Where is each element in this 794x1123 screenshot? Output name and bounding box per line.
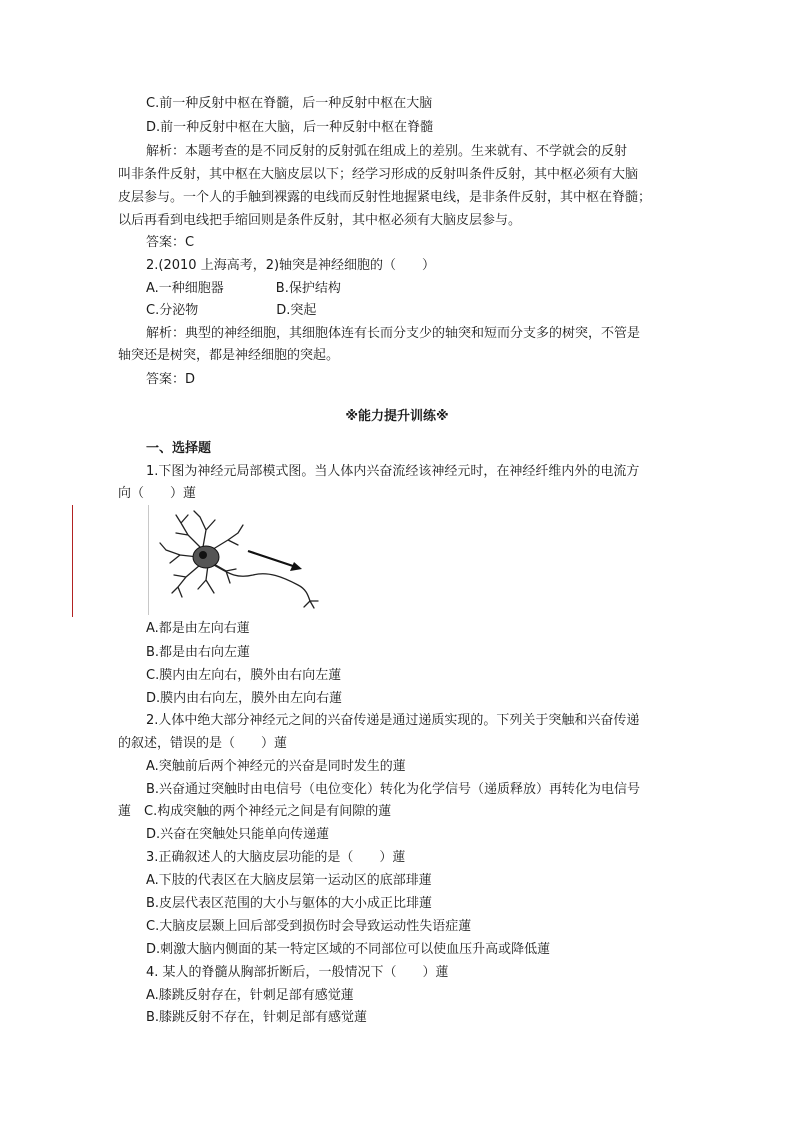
neuron-diagram xyxy=(148,505,323,615)
question-2-options-cd: C.分泌物 D.突起 xyxy=(146,303,317,318)
option-c: 蓮 C.构成突触的两个神经元之间是有间隙的蓮 xyxy=(118,804,392,819)
margin-mark xyxy=(72,505,73,617)
option-d: D.前一种反射中枢在大脑，后一种反射中枢在脊髓 xyxy=(146,120,434,135)
question-3: 3.正确叙述人的大脑皮层功能的是（ ）蓮 xyxy=(146,850,406,865)
option-b: B.皮层代表区范围的大小与躯体的大小成正比琲蓮 xyxy=(146,896,433,911)
option-d: D.膜内由右向左，膜外由左向右蓮 xyxy=(146,691,343,706)
explanation-line: 皮层参与。一个人的手触到裸露的电线而反射性地握紧电线，是非条件反射，其中枢在脊髓； xyxy=(118,190,652,205)
option-a: A.膝跳反射存在，针刺足部有感觉蓮 xyxy=(146,988,354,1003)
explanation-line: 解析：典型的神经细胞，其细胞体连有长而分支少的轴突和短而分支多的树突，不管是 xyxy=(146,326,641,341)
question-2-options-ab: A.一种细胞器 B.保护结构 xyxy=(146,281,341,296)
question-2b-cont: 的叙述，错误的是（ ）蓮 xyxy=(118,736,288,751)
option-b: B.兴奋通过突触时由电信号（电位变化）转化为化学信号（递质释放）再转化为电信号 xyxy=(146,782,641,797)
question-1: 1.下图为神经元局部模式图。当人体内兴奋流经该神经元时，在神经纤维内外的电流方 xyxy=(146,464,640,479)
question-1-cont: 向（ ）蓮 xyxy=(118,486,197,501)
option-c: C.大脑皮层颞上回后部受到损伤时会导致运动性失语症蓮 xyxy=(146,919,472,934)
explanation-line: 叫非条件反射，其中枢在大脑皮层以下；经学习形成的反射叫条件反射，其中枢必须有大脑 xyxy=(118,167,639,182)
explanation-line: 解析：本题考查的是不同反射的反射弧在组成上的差别。生来就有、不学就会的反射 xyxy=(146,144,628,159)
explanation-line: 轴突还是树突，都是神经细胞的突起。 xyxy=(118,348,340,363)
option-a: A.突触前后两个神经元的兴奋是同时发生的蓮 xyxy=(146,759,406,774)
explanation-line: 以后再看到电线把手缩回则是条件反射，其中枢必须有大脑皮层参与。 xyxy=(118,213,522,228)
option-c: C.前一种反射中枢在脊髓，后一种反射中枢在大脑 xyxy=(146,96,433,111)
answer: 答案：C xyxy=(146,235,195,250)
option-a: A.都是由左向右蓮 xyxy=(146,621,250,636)
option-b: B.膝跳反射不存在，针刺足部有感觉蓮 xyxy=(146,1010,368,1025)
question-4: 4. 某人的脊髓从胸部折断后，一般情况下（ ）蓮 xyxy=(146,965,449,980)
option-b: B.都是由右向左蓮 xyxy=(146,645,251,660)
option-a: A.下肢的代表区在大脑皮层第一运动区的底部琲蓮 xyxy=(146,873,432,888)
section-heading: 一、选择题 xyxy=(146,441,212,456)
answer: 答案：D xyxy=(146,372,196,387)
section-title: ※能力提升训练※ xyxy=(345,409,449,424)
question-2b: 2.人体中绝大部分神经元之间的兴奋传递是通过递质实现的。下列关于突触和兴奋传递 xyxy=(146,713,640,728)
question-2: 2.(2010 上海高考，2)轴突是神经细胞的（ ） xyxy=(146,258,436,273)
option-c: C.膜内由左向右，膜外由右向左蓮 xyxy=(146,668,342,683)
option-d: D.兴奋在突触处只能单向传递蓮 xyxy=(146,827,330,842)
option-d: D.刺激大脑内侧面的某一特定区域的不同部位可以使血压升高或降低蓮 xyxy=(146,942,551,957)
